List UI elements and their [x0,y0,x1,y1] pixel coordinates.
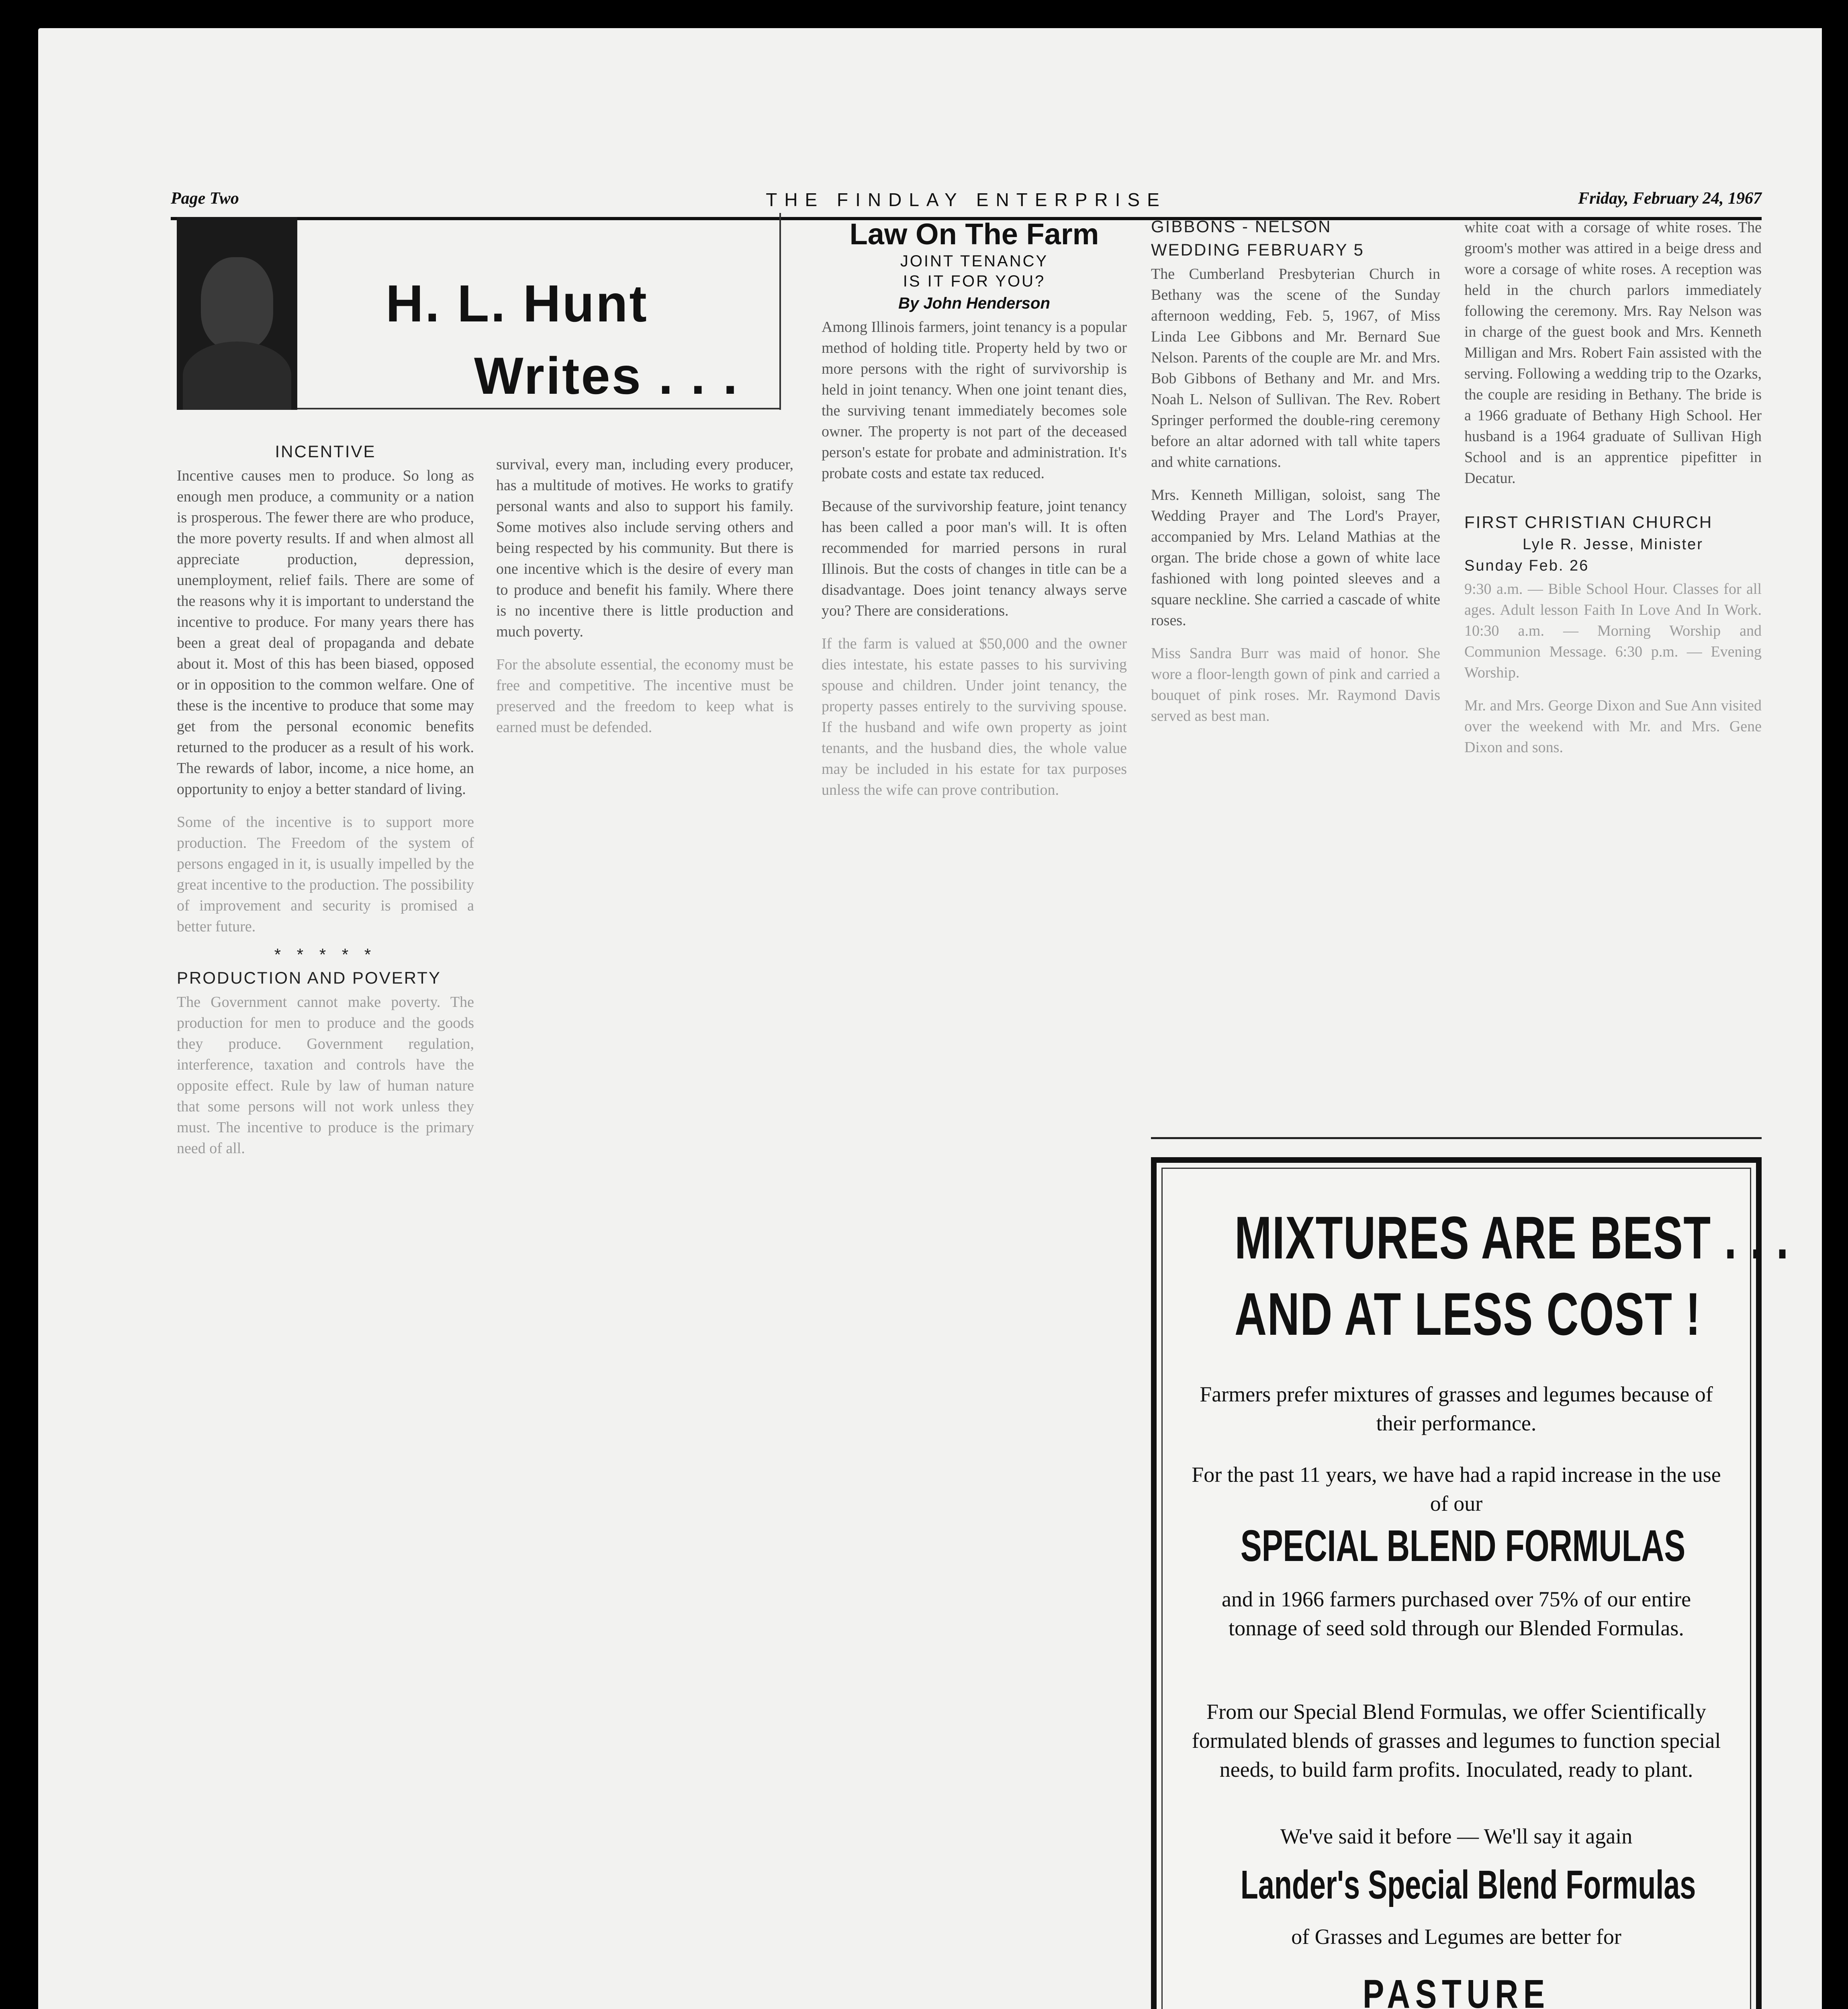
ad-uses-list [1216,1966,1696,2009]
church-text: 9:30 a.m. — Bible School Hour. Classes for all ages. Adult lesson Faith In Love And In Work. 10:30 a.m. — Morning Worship and Communion Message. 6:30 p.m. — Evening Worship. [1464,581,1762,681]
hunt-title-writes: Writes . . . [474,346,739,405]
wedding-text2: Mrs. Kenneth Milligan, soloist, sang The Wedding Prayer and The Lord's Prayer, accompanied by Mrs. Leland Mathias at the organ. The bride chose a gown of white lace fashioned with long pointed sleeves and a square neckline. She carried a cascade of white roses. [1151,487,1440,629]
hunt-col1-text: Incentive causes men to produce. So long as enough men produce, a community or a nation is prosperous. The fewer there are who produce, the more poverty results. If and when almost all appreciate production, depression, unemployment, relief fails. There are some of the reasons why it is important to understand the incentive to produce. For many years there has been a great deal of propaganda and debate about it. Most of this has been biased, opposed or in opposition to the common welfare. One of these is the incentive to produce that some may get from the personal economic benefits returned to the producer as a result of his work. The rewards of labor, income, a nice home, an opportunity to enjoy a better standard of living. [177,467,474,798]
issue-date: Friday, February 24, 1967 [1578,189,1762,208]
ad-past: For the past 11 years, we have had a rapid increase in the use of our [1192,1463,1721,1516]
wedding-column [1151,217,1440,726]
wedding-heading-1: GIBBONS - NELSON [1151,217,1332,236]
hunt-box-rule [297,408,779,409]
hunt-column-1 [177,442,474,1159]
page-number: Page Two [171,189,239,208]
church-heading: FIRST CHRISTIAN CHURCH [1464,513,1713,532]
ad-headline-2: AND AT LESS COST ! [1234,1280,1701,1348]
ad-use-item: PASTURE [1363,1972,1550,2009]
law-byline: By John Henderson [898,295,1050,312]
ad-intro: Farmers prefer mixtures of grasses and legumes because of their performance. [1200,1382,1713,1435]
law-text2: Because of the survivorship feature, joint tenancy has been called a poor man's will. It is often recommended for married persons in rural Illinois. But the costs of changes in title can be a disadvantage. Does joint tenancy always serve you? There are considerations. [822,498,1127,619]
paper-name: THE FINDLAY ENTERPRISE [766,189,1167,210]
law-column [822,217,1127,800]
hunt-col1-text3: The Government cannot make poverty. The production for men to produce and the goods they produce. Government regulation, interference, taxation and controls have the opposite effect. Rule by law of human nature that some persons will not work unless they must. The incentive to produce is the primary need of all. [177,994,474,1157]
law-text: Among Illinois farmers, joint tenancy is a popular method of holding title. Property held by two or more persons with the right of survivorship is held in joint tenancy. When one joint tenant dies, the surviving tenant immediately becomes sole owner. The property is not part of the deceased person's estate for probate and administration. It's probate costs and estate tax reduced. [822,319,1127,482]
wedding-right-text: white coat with a corsage of white roses. The groom's mother was attired in a beige dress and wore a corsage of white roses. A reception was held in the church parlors immediately following the ceremony. Mrs. Ray Nelson was in charge of the guest book and Mrs. Kenneth Milligan and Mrs. Robert Fain assisted with the serving. Following a wedding trip to the Ozarks, the couple are residing in Bethany. The bride is a 1966 graduate of Bethany High School. Her husband is a 1964 graduate of Sullivan High School and is an apprentice pipefitter in Decatur. [1464,219,1762,487]
landers-seed-ad [1151,1157,1789,2009]
incentive-heading: INCENTIVE [275,442,376,461]
law-subtitle-2: IS IT FOR YOU? [903,272,1046,290]
wedding-text: The Cumberland Presbyterian Church in Bethany was the scene of the Sunday afternoon wedding, Feb. 5, 1967, of Miss Linda Lee Gibbons and Mr. Bernard Sue Nelson. Parents of the couple are Mr. and Mrs. Bob Gibbons of Bethany and Mr. and Mrs. Noah L. Nelson of Sullivan. The Rev. Robert Springer performed the double-ring ceremony before an altar adorned with tall white tapers and white carnations. [1151,266,1440,471]
wedding-text3: Miss Sandra Burr was maid of honor. She wore a floor-length gown of pink and carried a bouquet of pink roses. Mr. Raymond Davis served as best man. [1151,645,1440,724]
church-minister: Lyle R. Jesse, Minister [1523,536,1703,553]
law-subtitle-1: JOINT TENANCY [900,252,1049,270]
hunt-photo-face [201,257,273,350]
production-heading: PRODUCTION AND POVERTY [177,968,441,987]
ad-purchased: and in 1966 farmers purchased over 75% of our entire tonnage of seed sold through our Blended Formulas. [1221,1587,1691,1640]
hunt-photo [177,217,297,410]
hunt-col2-text2: For the absolute essential, the economy must be free and competitive. The incentive must be preserved and the freedom to keep what is earned must be defended. [496,656,793,736]
wedding-continued-column [1464,217,1762,758]
page-content [171,161,1789,2009]
hunt-title-name: H. L. Hunt [386,274,648,333]
church-text2: Mr. and Mrs. George Dixon and Sue Ann visited over the weekend with Mr. and Mrs. Gene Dixon and sons. [1464,697,1762,756]
ad-headline-1: MIXTURES ARE BEST . . . [1234,1204,1789,1271]
hunt-photo-body [183,342,291,410]
wedding-heading-2: WEDDING FEBRUARY 5 [1151,240,1364,259]
ad-top-rule [1151,1137,1762,1139]
stars-divider: * * * * * [274,945,377,964]
hunt-col1-text2: Some of the incentive is to support more production. The Freedom of the system of persons engaged in it, is usually impelled by the great incentive to the production. The possibility of improvement and security is promised a better future. [177,814,474,935]
ad-from: From our Special Blend Formulas, we offer Scientifically formulated blends of grasses and legumes to function special needs, to build farm profits. Inoculated, ready to plant. [1192,1700,1721,1782]
ad-landers-formula: Lander's Special Blend Formulas [1240,1862,1696,1907]
ad-grasses: of Grasses and Legumes are better for [1291,1925,1621,1949]
hunt-column-2 [496,454,793,738]
hunt-column-header [177,213,803,438]
law-title: Law On The Farm [849,217,1099,251]
hunt-col2-text: survival, every man, including every producer, has a multitude of motives. He works to gratify personal wants and also to support his family. Some motives also include serving others and being respected by his community. But there is one incentive which is the desire of every man to produce and benefit his family. Where there is no incentive there is little production and much poverty. [496,456,793,640]
ad-special-blend: SPECIAL BLEND FORMULAS [1240,1521,1686,1571]
newspaper-page [38,28,1822,2009]
hunt-box-rule-vertical [779,213,781,410]
church-date: Sunday Feb. 26 [1464,557,1589,574]
law-text3: If the farm is valued at $50,000 and the owner dies intestate, his estate passes to his surviving spouse and children. Under joint tenancy, the property passes entirely to the surviving spouse. If the husband and wife own property as joint tenants, and the husband dies, the whole value may be included in his estate for tax purposes unless the wife can prove contribution. [822,635,1127,798]
ad-said: We've said it before — We'll say it again [1280,1824,1633,1848]
